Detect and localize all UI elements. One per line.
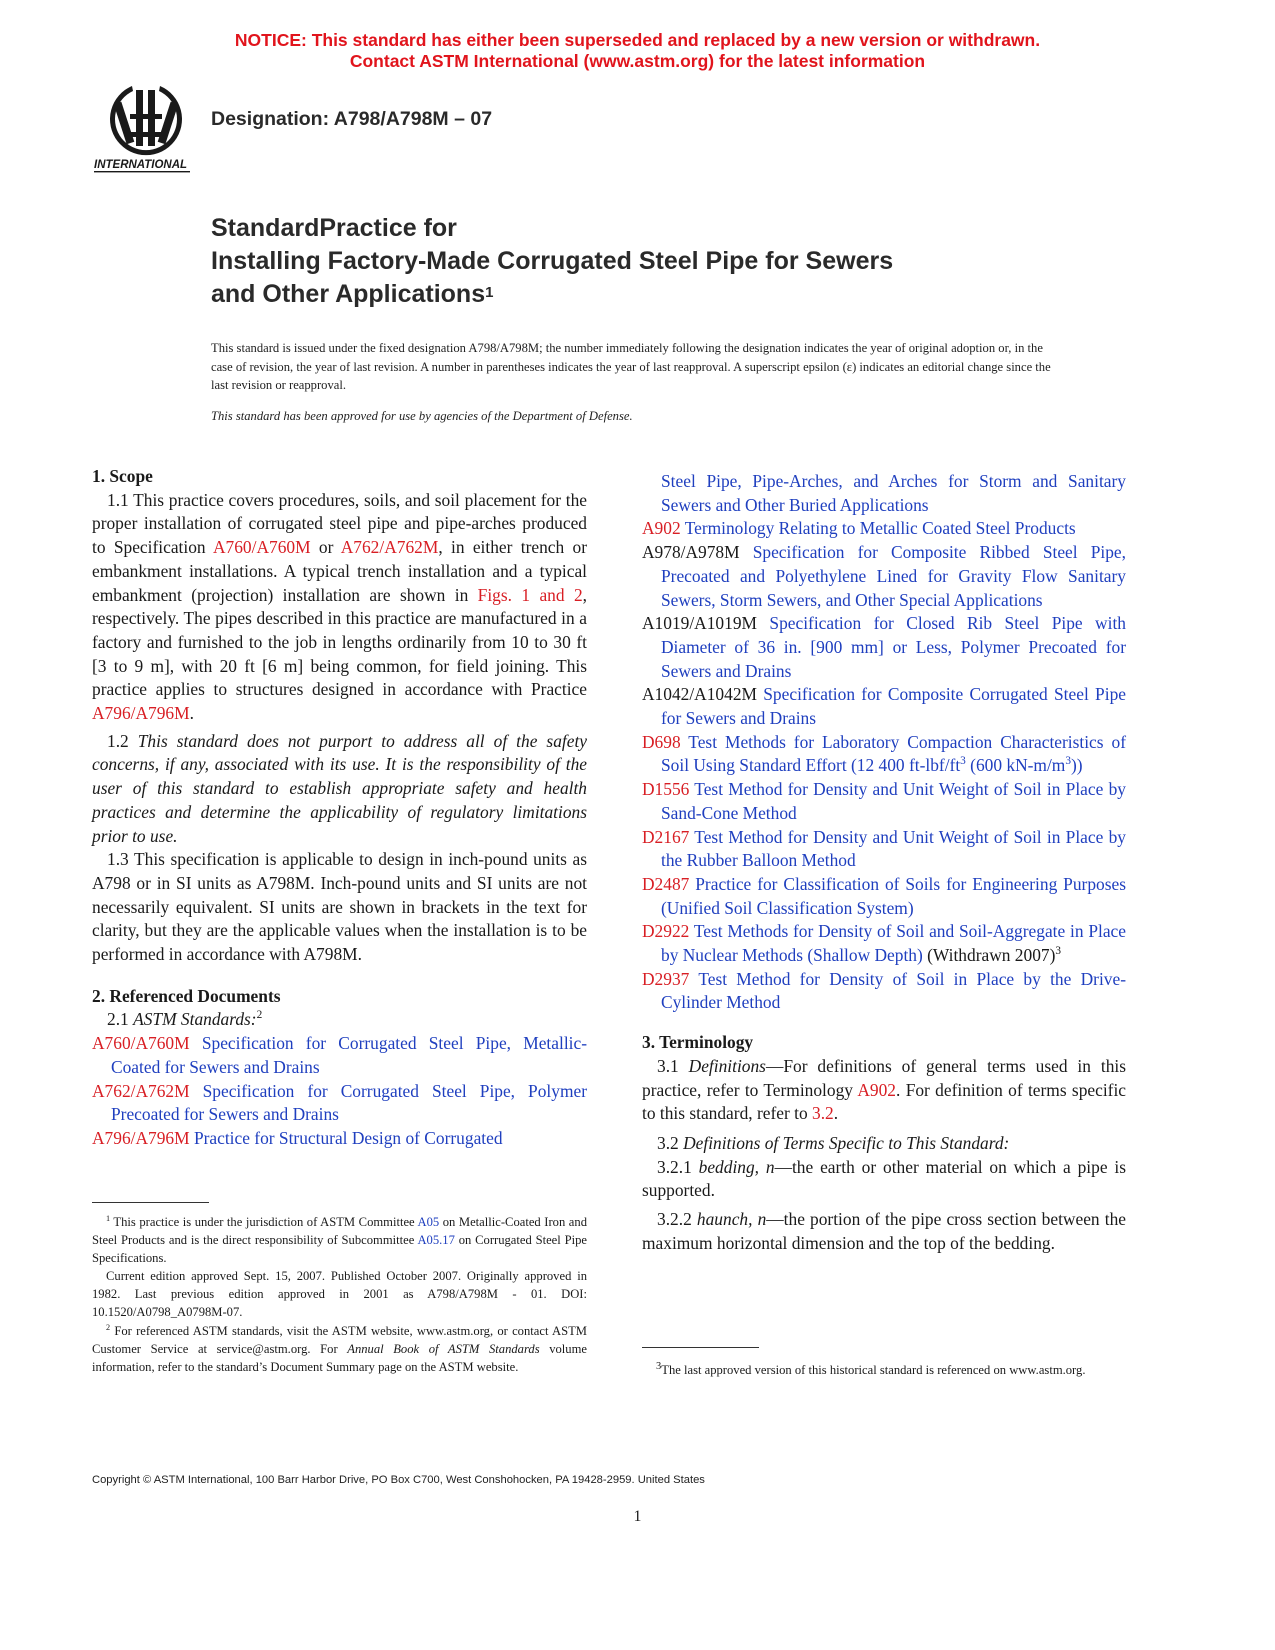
reference-item: D2937 Test Method for Density of Soil in Place by the Drive-Cylinder Method [642,968,1126,1013]
section-referenced-heading: 2. Referenced Documents [92,985,281,1006]
link-a05-17[interactable]: A05.17 [417,1233,455,1248]
astm-standards-subheading: 2.1 ASTM Standards:$^2$ [107,1009,263,1030]
dod-approval: This standard has been approved for use by agencies of the Department of Defense. [211,408,633,423]
left-column [92,465,587,1151]
reference-item: A902 Terminology Relating to Metallic Coated Steel Products [642,518,1076,539]
title-footnote-mark: 1 [485,284,494,301]
reference-item: A978/A978M Specification for Composite Ribbed Steel Pipe, Precoated and Polyethylene Lined for Gravity Flow Sanitary Sewers, Storm Sewers, and Other Special Applications [642,542,1126,610]
reference-item: D1556 Test Method for Density and Unit Weight of Soil in Place by Sand-Cone Method [642,779,1126,823]
notice-line-1: NOTICE: This standard has either been superseded and replaced by a new version or withdrawn. [234,30,1041,50]
terminology-para-3-2: 3.2 Definitions of Terms Specific to This Standard: [657,1132,1010,1153]
terminology-para-3-2-2: 3.2.2 haunch, n—the portion of the pipe cross section between the maximum horizontal dimension and the top of the bedding. [642,1209,1126,1253]
reference-item: A760/A760M Specification for Corrugated Steel Pipe, Metallic-Coated for Sewers and Drains [92,1033,587,1077]
astm-international-logo [92,80,204,180]
footnotes-left [92,1202,587,1376]
footnotes-right [642,1347,1126,1379]
footnote-1-edition: Current edition approved Sept. 15, 2007. Published October 2007. Originally approved in 1982. Last previous edition approved in 2001 as A798/A798M - 01. DOI: 10.1520/A0798_A0798M-07. [92,1269,587,1320]
terminology-para-3-2-1: 3.2.1 bedding, n—the earth or other material on which a pipe is supported. [642,1156,1126,1201]
footnote-1: $^1$ This practice is under the jurisdiction of ASTM Committee A05 on Metallic-Coated Iron and Steel Products and is the direct responsibility of Subcommittee A05.17 on Corrugated Steel Pipe Specifications. [92,1213,587,1266]
issuance-statement [211,339,1056,425]
notice-line-2: Contact ASTM International (www.astm.org) for the latest information [349,51,926,71]
title-line-3: and Other Applications [211,280,486,308]
footnote-3: $^3$The last approved version of this historical standard is referenced on www.astm.org. [656,1361,1086,1378]
link-a760[interactable]: A760/A760M [212,537,311,558]
issuance-text: This standard is issued under the fixed designation A798/A798M; the number immediately following the designation indicates the year of original adoption or, in the case of revision, the year of last revision. A number in parentheses indicates the year of last reapproval. A superscript epsilon (ε) indicates an editorial change since the last revision or reapproval. [211,341,1051,393]
title-line-1: StandardPractice for [211,214,457,242]
reference-item: D2167 Test Method for Density and Unit Weight of Soil in Place by the Rubber Balloon Method [642,826,1126,871]
withdrawn-notice [0,30,1275,72]
section-terminology-heading: 3. Terminology [642,1032,754,1053]
page-number: 1 [633,1508,642,1525]
logo-text: INTERNATIONAL [94,159,188,171]
terminology-para-3-1: 3.1 Definitions—For definitions of general terms used in this practice, refer to Terminology A902. For definition of terms specific to this standard, refer to 3.2. [642,1055,1126,1124]
reference-item: D698 Test Methods for Laboratory Compaction Characteristics of Soil Using Standard Effort (12 400 $ft-lbf/ft^3$ (600 $kN-m/m^3$)) [642,731,1126,776]
link-a902[interactable]: A902 [857,1079,897,1100]
reference-item: D2922 Test Methods for Density of Soil and Soil-Aggregate in Place by Nuclear Methods (Shallow Depth) (Withdrawn 2007)$^3$ [642,921,1126,966]
section-scope-heading: 1. Scope [92,466,153,486]
link-a762[interactable]: A762/A762M [340,537,439,558]
link-a05[interactable]: A05 [417,1215,440,1229]
scope-para-1-2: 1.2 This standard does not purport to address all of the safety concerns, if any, associated with its use. It is the responsibility of the user of this standard to establish appropriate safety and health practices and determine the applicability of regulatory limitations prior to use. [92,730,588,846]
right-column [642,470,1126,1256]
reference-item: A762/A762M Specification for Corrugated Steel Pipe, Polymer Precoated for Sewers and Drains [92,1080,587,1125]
link-3-2[interactable]: 3.2 [812,1103,834,1124]
reference-item: A1042/A1042M Specification for Composite Corrugated Steel Pipe for Sewers and Drains [642,684,1126,729]
scope-para-1-1: 1.1 This practice covers procedures, soils, and soil placement for the proper installation of corrugated steel pipe and pipe-arches produced to Specification A760/A760M or A762/A762M, in either trench or embankment installations. A typical trench installation and a typical embankment (projection) installation are shown in Figs. 1 and 2, respectively. The pipes described in this practice are manufactured in a factory and furnished to the job in lengths ordinarily from 10 to 30 ft [3 to 9 m], with 20 ft [6 m] being common, for field joining. This practice applies to structures designed in accordance with Practice A796/A796M. [92,489,588,724]
reference-item-continued: Steel Pipe, Pipe-Arches, and Arches for Storm and Sanitary Sewers and Other Buried Applications [661,471,1126,515]
document-title [211,212,1161,311]
footnote-rule [642,1347,759,1348]
footnote-2: $^2$ For referenced ASTM standards, visit the ASTM website, www.astm.org, or contact ASTM Customer Service at service@astm.org. For Annual Book of ASTM Standards volume information, refer to the standard’s Document Summary page on the ASTM website. [92,1322,587,1374]
footnote-rule [92,1202,209,1203]
reference-item: D2487 Practice for Classification of Soils for Engineering Purposes (Unified Soil Classification System) [642,873,1126,918]
link-a796[interactable]: A796/A796M [92,703,190,724]
designation: Designation: A798/A798M – 07 [211,108,493,130]
copyright-line: Copyright © ASTM International, 100 Barr Harbor Drive, PO Box C700, West Conshohocken, PA 19428-2959. United States [92,1474,705,1486]
reference-item: A1019/A1019M Specification for Closed Rib Steel Pipe with Diameter of 36 in. [900 mm] or Less, Polymer Precoated for Sewers and Drains [642,613,1126,681]
scope-para-1-3: 1.3 This specification is applicable to design in inch-pound units as A798 or in SI units as A798M. Inch-pound units and SI units are not necessarily equivalent. SI units are shown in brackets in the text for clarity, but they are the applicable values when the installation is to be performed in accordance with A798M. [92,849,587,965]
reference-item: A796/A796M Practice for Structural Design of Corrugated [92,1127,503,1148]
link-figs[interactable]: Figs. 1 and 2 [477,584,583,605]
title-line-2: Installing Factory-Made Corrugated Steel Pipe for Sewers [211,247,894,275]
